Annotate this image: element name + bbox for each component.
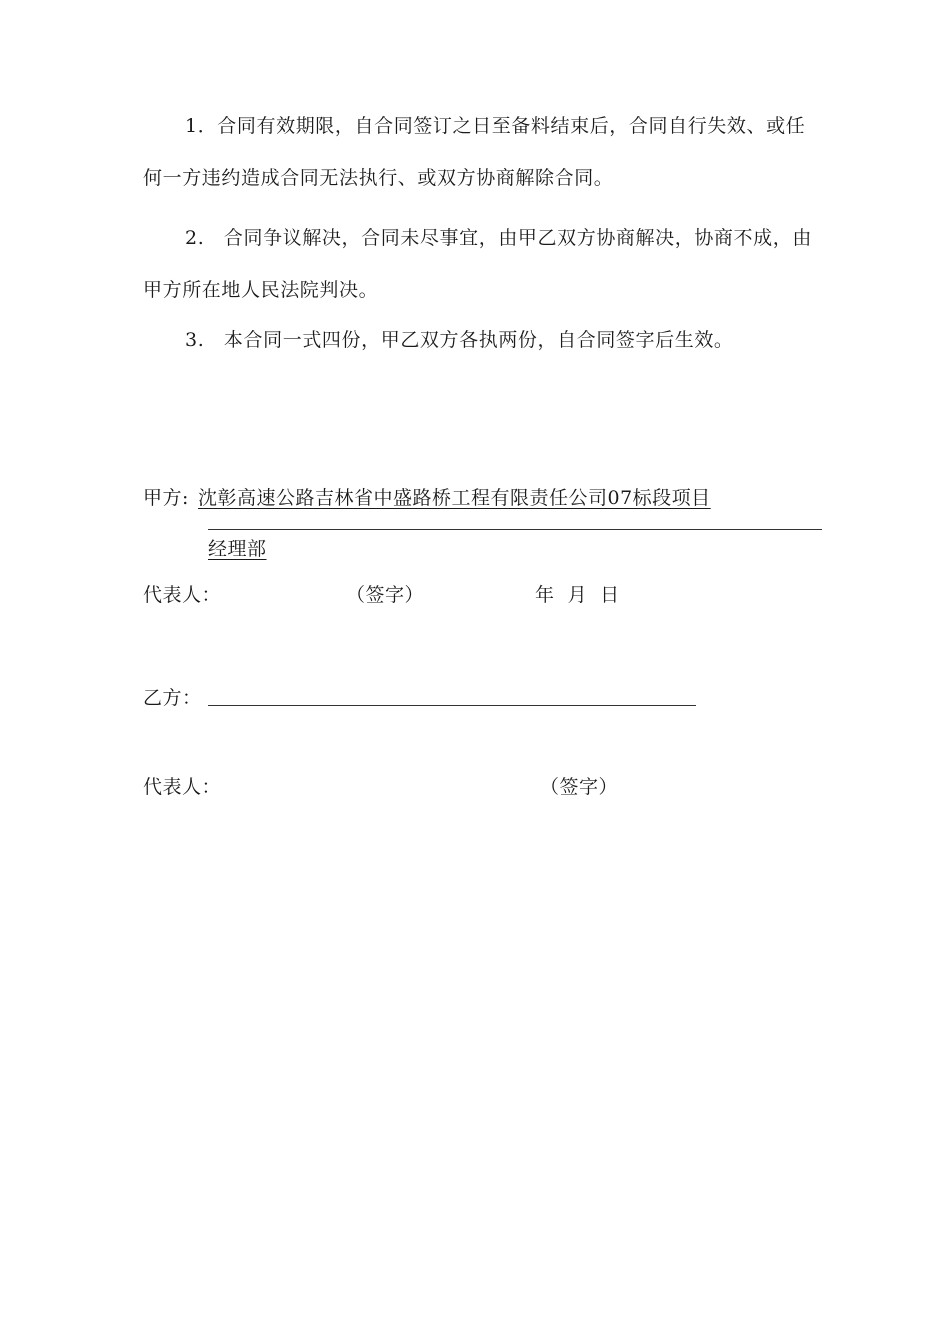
party-a-sign-label: （签字） (346, 584, 425, 606)
party-b-name-field[interactable] (208, 705, 696, 706)
party-b-label: 乙方： (143, 687, 202, 709)
party-a-rep-label: 代表人： (143, 584, 222, 606)
party-a-date-label: 年 月 日 (535, 584, 620, 606)
party-a-label: 甲方: (143, 487, 189, 509)
party-b-rep-label: 代表人： (143, 776, 222, 798)
clause-1: 1．合同有效期限，自合同签订之日至备料结束后，合同自行失效、或任何一方违约造成合同无法执行、或双方协商解除合同。 (143, 115, 806, 189)
party-a-name-line2: 经理部 (208, 538, 267, 560)
party-a-name-line1: 沈彰高速公路吉林省中盛路桥工程有限责任公司07标段项目 (198, 487, 711, 509)
clause-2: 2. 合同争议解决，合同未尽事宜，由甲乙双方协商解决，协商不成，由甲方所在地人民法院判决。 (143, 227, 812, 301)
party-b-sign-label: （签字） (540, 776, 619, 798)
party-a-name-rule (208, 529, 822, 530)
clause-3: 3. 本合同一式四份，甲乙双方各执两份，自合同签字后生效。 (185, 329, 734, 351)
